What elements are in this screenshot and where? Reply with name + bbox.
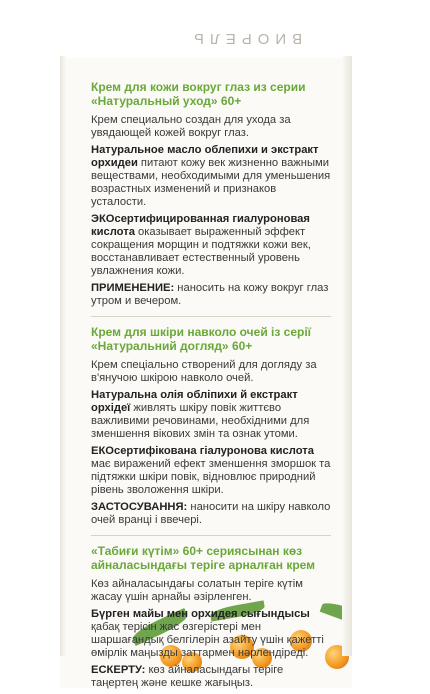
- ua-desc: Крем спеціально створений для догляду за в'янучою шкірою навколо очей.: [91, 359, 317, 384]
- ru-desc: Крем специально создан для ухода за увядающей кожей вокруг глаз.: [91, 114, 291, 139]
- kz-ingredients: [91, 608, 331, 660]
- kz-ingredients-bold: Бүрген майы мен орхидея сығындысы: [91, 608, 310, 620]
- ru-hyaluronic-text: оказывает выраженный эффект сокращения морщин и подтяжки кожи век, восстанавливает естественный уровень увлажнения кожи.: [91, 226, 311, 277]
- kz-usage-text: көз айналасындағы теріге таңертең және кешке жағыңыз.: [91, 664, 284, 689]
- ua-hyaluronic: [91, 445, 331, 497]
- ru-usage: [91, 282, 331, 308]
- ru-ingredients-bold: Натуральное масло облепихи и экстракт орхидеи: [91, 144, 319, 169]
- kz-usage: [91, 664, 331, 690]
- ua-ingredients-text: живлять шкіру повік життєво важливими речовинами, необхідними для зменшення вікових змін та ознак утоми.: [91, 402, 310, 440]
- ru-hyaluronic-bold: ЭКОсертифицированная гиалуроновая кислота: [91, 213, 310, 238]
- ru-usage-text: наносить на кожу вокруг глаз утром и вечером.: [91, 282, 329, 307]
- ua-usage: [91, 501, 331, 527]
- ru-ingredients: [91, 144, 331, 209]
- kz-title: «Табиғи күтім» 60+ сериясынан көз айналасындағы теріге арналған крем: [91, 544, 316, 572]
- label-text: [91, 80, 331, 694]
- box-top-flap: [60, 0, 352, 58]
- ru-title: Крем для кожи вокруг глаз из серии «Натуральный уход» 60+: [91, 80, 306, 108]
- box-edge-shadow-left: [60, 56, 66, 656]
- divider: [91, 316, 331, 317]
- kz-usage-bold: ЕСКЕРТУ:: [91, 664, 146, 676]
- ua-title: Крем для шкіри навколо очей із серії «Натуральний догляд» 60+: [91, 325, 312, 353]
- kz-desc: Көз айналасындағы солатын теріге күтім жасау үшін арнайы әзірленген.: [91, 578, 303, 603]
- divider: [91, 535, 331, 536]
- ru-ingredients-text: питают кожу век жизненно важными веществами, необходимыми для уменьшения возрастных изменений и признаков усталости.: [91, 157, 331, 208]
- kz-ingredients-text: қабақ терісін жас өзгерістері мен шаршағандық белгілерін азайту үшін қажетті өмірлік маңызды заттармен нәрлендіреді.: [91, 621, 324, 659]
- ua-usage-text: наносити на шкіру навколо очей вранці і ввечері.: [91, 501, 331, 526]
- ua-usage-bold: ЗАСТОСУВАННЯ:: [91, 501, 188, 513]
- ru-hyaluronic: [91, 213, 331, 278]
- brand-logo: ВИОРЕЛЬ: [188, 30, 303, 47]
- ua-ingredients-bold: Натуральна олія обліпихи й екстракт орхідеї: [91, 389, 298, 414]
- ua-hyaluronic-bold: ЕКОсертифікована гіалуронова кислота: [91, 445, 314, 457]
- ua-hyaluronic-text: має виражений ефект зменшення зморшок та підтяжки шкіри повік, відновлює природний рівень зволоження шкіри.: [91, 458, 331, 496]
- ua-ingredients: [91, 389, 331, 441]
- box-edge-shadow-right: [342, 56, 352, 656]
- ru-usage-bold: ПРИМЕНЕНИЕ:: [91, 282, 175, 294]
